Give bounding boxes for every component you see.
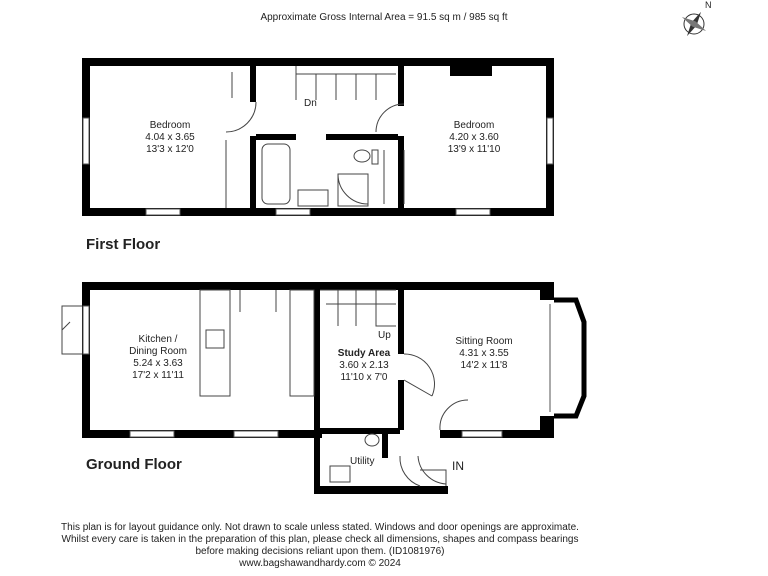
room-name: Bedroom [453, 120, 495, 131]
room-bedroom-right [448, 120, 501, 156]
room-name: Sitting Room [455, 336, 513, 347]
ground-floor-label: Ground Floor [86, 456, 182, 473]
room-metric: 4.04 x 3.65 [145, 132, 195, 143]
footer-line-3: before making decisions reliant upon them. (ID1081976) [195, 546, 445, 557]
room-kitchen [129, 334, 187, 382]
room-imperial: 11'10 x 7'0 [340, 372, 388, 383]
room-metric: 4.20 x 3.60 [449, 132, 499, 143]
footer-line-1: This plan is for layout guidance only. Not drawn to scale unless stated. Windows and door openings are approximate. [61, 522, 579, 533]
room-name-line2: Dining Room [129, 346, 187, 357]
room-imperial: 17'2 x 11'11 [132, 370, 184, 381]
room-study [338, 348, 390, 384]
room-utility: Utility [350, 456, 375, 467]
first-floor-label: First Floor [86, 236, 161, 253]
room-imperial: 14'2 x 11'8 [460, 360, 508, 371]
room-metric: 5.24 x 3.63 [133, 358, 183, 369]
room-name-line1: Kitchen / [138, 334, 178, 345]
stair-up-label: Up [378, 330, 391, 341]
room-name: Bedroom [149, 120, 191, 131]
footer-line-2: Whilst every care is taken in the preparation of this plan, please check all dimensions, shapes and compass bearings [61, 534, 579, 545]
room-bedroom-left [145, 120, 194, 156]
stair-down-label: Dn [304, 98, 317, 109]
room-metric: 3.60 x 2.13 [339, 360, 389, 371]
room-sitting [455, 336, 512, 372]
area-header: Approximate Gross Internal Area = 91.5 sq m / 985 sq ft [260, 12, 508, 23]
compass-north-label: N [705, 0, 712, 10]
footer-website: www.bagshawandhardy.com © 2024 [239, 558, 401, 569]
room-imperial: 13'9 x 11'10 [447, 144, 501, 155]
footer-disclaimer [0, 522, 640, 570]
entrance-label: IN [452, 459, 464, 473]
room-metric: 4.31 x 3.55 [459, 348, 509, 359]
room-imperial: 13'3 x 12'0 [146, 144, 194, 155]
room-name: Study Area [337, 348, 391, 359]
